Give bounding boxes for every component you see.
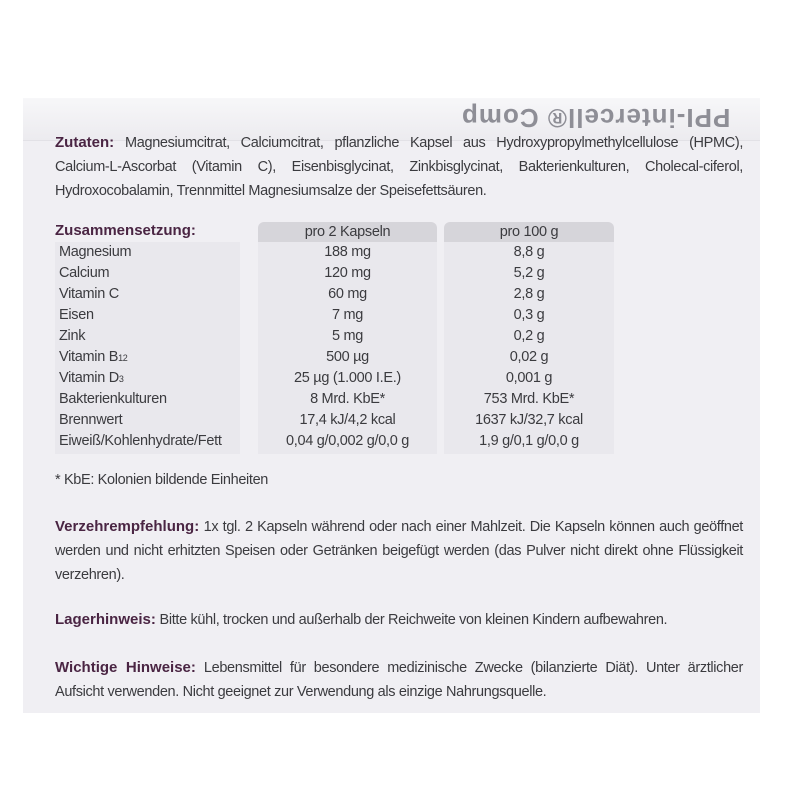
nutrient-name — [59, 326, 239, 347]
nutrient-name — [59, 263, 239, 284]
value-per-100g-text: 1,9 g/0,1 g/0,0 g — [479, 433, 579, 449]
value-per-100g — [444, 410, 614, 431]
value-per-100g — [444, 305, 614, 326]
dosage-text: 1x tgl. 2 Kapseln während oder nach einer Mahlzeit. Die Kapseln können auch geöffnet werden und nicht erhitzten Speisen oder Getränken beigefügt werden (das Pulver nicht direkt ohne Flüssigkeit verzehren). — [55, 519, 743, 583]
footnote: * KbE: Kolonien bildende Einheiten — [55, 472, 269, 488]
nutrient-name-text: Magnesium — [59, 244, 132, 260]
value-per-2-capsules — [258, 368, 437, 389]
value-per-100g-text: 8,8 g — [513, 244, 545, 260]
value-per-2-capsules-text: 17,4 kJ/4,2 kcal — [299, 412, 396, 428]
nutrient-name-text: Eiweiß/Kohlenhydrate/Fett — [59, 433, 222, 449]
value-per-100g-text: 753 Mrd. KbE* — [483, 391, 575, 407]
nutrient-name-text: Bakterienkulturen — [59, 391, 167, 407]
value-per-2-capsules — [258, 347, 437, 368]
nutrient-name-text: Vitamin B — [59, 349, 119, 365]
value-per-2-capsules — [258, 284, 437, 305]
value-per-100g-text: 2,8 g — [513, 286, 545, 302]
nutrient-subscript: 12 — [118, 353, 128, 363]
nutrient-name-text: Vitamin C — [59, 286, 119, 302]
nutrient-name-text: Eisen — [59, 307, 94, 323]
value-per-100g-text: 5,2 g — [513, 265, 545, 281]
value-per-2-capsules — [258, 431, 437, 452]
value-per-100g — [444, 347, 614, 368]
nutrient-name-text: Zink — [59, 328, 86, 344]
dosage-section — [55, 515, 743, 587]
nutrient-name-text: Vitamin D — [59, 370, 119, 386]
value-per-2-capsules-text: 7 mg — [331, 307, 364, 323]
value-per-2-capsules — [258, 410, 437, 431]
nutrient-name — [59, 410, 239, 431]
ingredients-label: Zutaten: — [55, 134, 115, 151]
value-per-2-capsules-text: 500 µg — [326, 349, 369, 365]
notes-section — [55, 656, 743, 704]
nutrient-name — [59, 347, 239, 368]
nutrient-name — [59, 368, 239, 389]
nutrient-name — [59, 389, 239, 410]
column-header-per-2-capsules: pro 2 Kapseln — [258, 222, 437, 242]
nutrient-name — [59, 305, 239, 326]
column-header-per-100g: pro 100 g — [444, 222, 614, 242]
value-per-100g — [444, 263, 614, 284]
value-per-100g — [444, 326, 614, 347]
notes-label: Wichtige Hinweise: — [55, 659, 196, 676]
composition-title: Zusammensetzung: — [55, 222, 196, 239]
value-per-2-capsules-text: 120 mg — [324, 265, 371, 281]
brand-name: PPI-intercell® Comp — [460, 103, 730, 133]
value-per-2-capsules — [258, 326, 437, 347]
value-per-100g-text: 0,02 g — [509, 349, 549, 365]
nutrient-name — [59, 284, 239, 305]
value-per-2-capsules — [258, 389, 437, 410]
value-per-100g — [444, 431, 614, 452]
storage-label: Lagerhinweis: — [55, 611, 156, 628]
value-per-100g — [444, 368, 614, 389]
value-per-2-capsules-text: 0,04 g/0,002 g/0,0 g — [286, 433, 409, 449]
value-per-2-capsules — [258, 305, 437, 326]
storage-text: Bitte kühl, trocken und außerhalb der Reichweite von kleinen Kindern aufbewahren. — [159, 612, 668, 628]
value-per-2-capsules-text: 5 mg — [331, 328, 364, 344]
value-per-100g — [444, 242, 614, 263]
nutrient-subscript: 3 — [118, 374, 124, 384]
dosage-label: Verzehrempfehlung: — [55, 518, 200, 535]
value-per-100g-text: 0,3 g — [513, 307, 545, 323]
value-per-100g-text: 0,2 g — [513, 328, 545, 344]
value-per-2-capsules-text: 25 µg (1.000 I.E.) — [294, 370, 401, 386]
value-per-100g-text: 1637 kJ/32,7 kcal — [475, 412, 583, 428]
nutrient-name — [59, 431, 239, 452]
storage-section — [55, 608, 743, 632]
value-per-100g-text: 0,001 g — [505, 370, 553, 386]
value-per-2-capsules — [258, 263, 437, 284]
value-per-2-capsules-text: 188 mg — [324, 244, 371, 260]
ingredients-text: Magnesiumcitrat, Calciumcitrat, pflanzliche Kapsel aus Hydroxypropylmethylcellulose (HPMC), Calcium-L-Ascorbat (Vitamin C), Eisenbisglycinat, Zinkbisglycinat, Bakterienkulturen, Cholecal-ciferol, Hydroxocobalamin, Trennmittel Magnesiumsalze der Speisefettsäuren. — [55, 135, 743, 199]
ingredients-section — [55, 131, 743, 203]
nutrient-name-text: Calcium — [59, 265, 110, 281]
notes-text: Lebensmittel für besondere medizinische Zwecke (bilanzierte Diät). Unter ärztlicher Aufsicht verwenden. Nicht geeignet zur Verwendung als einzige Nahrungsquelle. — [55, 660, 743, 700]
nutrient-name — [59, 242, 239, 263]
value-per-100g — [444, 389, 614, 410]
value-per-100g — [444, 284, 614, 305]
value-per-2-capsules-text: 8 Mrd. KbE* — [310, 391, 385, 407]
value-per-2-capsules — [258, 242, 437, 263]
value-per-2-capsules-text: 60 mg — [328, 286, 367, 302]
nutrient-name-text: Brennwert — [59, 412, 123, 428]
